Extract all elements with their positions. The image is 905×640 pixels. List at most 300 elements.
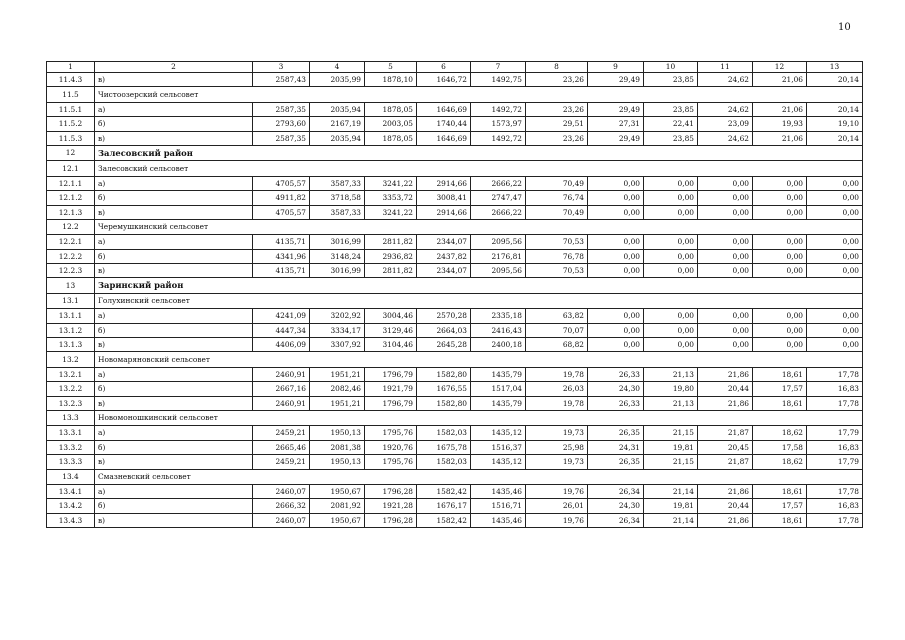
value-cell: 20,14 <box>807 102 863 116</box>
value-cell: 3008,41 <box>417 191 471 205</box>
value-cell: 19,93 <box>753 117 807 131</box>
row-number: 12.1.1 <box>47 176 95 190</box>
row-number: 11.4.3 <box>47 73 95 87</box>
value-cell: 0,00 <box>753 323 807 337</box>
council-row <box>47 293 863 308</box>
value-cell: 21,15 <box>644 426 698 440</box>
value-cell: 1582,42 <box>417 513 471 527</box>
variant-label: б) <box>95 382 253 396</box>
council-name: Залесовский сельсовет <box>95 161 863 176</box>
row-number: 13.2.1 <box>47 367 95 381</box>
value-cell: 17,78 <box>807 484 863 498</box>
value-cell: 20,45 <box>698 440 753 454</box>
page-number: 10 <box>838 22 851 33</box>
value-cell: 3334,17 <box>310 323 365 337</box>
value-cell: 2666,22 <box>471 205 526 219</box>
value-cell: 23,09 <box>698 117 753 131</box>
value-cell: 17,58 <box>753 440 807 454</box>
value-cell: 0,00 <box>588 338 644 352</box>
value-cell: 19,76 <box>526 513 588 527</box>
value-cell: 4135,71 <box>253 235 310 249</box>
value-cell: 1796,79 <box>365 396 417 410</box>
value-cell: 2667,16 <box>253 382 310 396</box>
value-cell: 2587,43 <box>253 73 310 87</box>
value-cell: 1582,80 <box>417 367 471 381</box>
district-row <box>47 145 863 160</box>
council-row <box>47 352 863 367</box>
value-cell: 24,31 <box>588 440 644 454</box>
variant-label: а) <box>95 484 253 498</box>
value-cell: 21,86 <box>698 484 753 498</box>
section-number: 12 <box>47 145 95 160</box>
table-row <box>47 102 863 116</box>
value-cell: 1950,13 <box>310 426 365 440</box>
value-cell: 1516,37 <box>471 440 526 454</box>
value-cell: 17,79 <box>807 455 863 469</box>
value-cell: 24,30 <box>588 499 644 513</box>
value-cell: 1573,97 <box>471 117 526 131</box>
value-cell: 1950,13 <box>310 455 365 469</box>
value-cell: 0,00 <box>698 235 753 249</box>
section-number: 13 <box>47 278 95 293</box>
value-cell: 4705,57 <box>253 205 310 219</box>
value-cell: 17,57 <box>753 499 807 513</box>
value-cell: 16,83 <box>807 382 863 396</box>
value-cell: 1796,28 <box>365 484 417 498</box>
table-row <box>47 191 863 205</box>
table-body <box>47 62 863 528</box>
value-cell: 20,44 <box>698 382 753 396</box>
value-cell: 0,00 <box>753 249 807 263</box>
value-cell: 17,57 <box>753 382 807 396</box>
value-cell: 23,85 <box>644 102 698 116</box>
value-cell: 18,61 <box>753 513 807 527</box>
row-number: 11.5.3 <box>47 131 95 145</box>
value-cell: 1740,44 <box>417 117 471 131</box>
value-cell: 3307,92 <box>310 338 365 352</box>
value-cell: 1582,80 <box>417 396 471 410</box>
value-cell: 26,35 <box>588 426 644 440</box>
value-cell: 0,00 <box>807 264 863 278</box>
variant-label: в) <box>95 396 253 410</box>
table-row <box>47 249 863 263</box>
value-cell: 1950,67 <box>310 484 365 498</box>
value-cell: 2035,94 <box>310 131 365 145</box>
table-row <box>47 440 863 454</box>
value-cell: 0,00 <box>588 249 644 263</box>
value-cell: 22,41 <box>644 117 698 131</box>
value-cell: 1796,28 <box>365 513 417 527</box>
council-row <box>47 87 863 102</box>
table-row <box>47 513 863 527</box>
value-cell: 3587,33 <box>310 205 365 219</box>
value-cell: 21,06 <box>753 73 807 87</box>
value-cell: 0,00 <box>588 205 644 219</box>
value-cell: 0,00 <box>644 235 698 249</box>
value-cell: 70,53 <box>526 264 588 278</box>
value-cell: 23,85 <box>644 73 698 87</box>
value-cell: 0,00 <box>644 176 698 190</box>
value-cell: 1435,79 <box>471 396 526 410</box>
value-cell: 21,14 <box>644 484 698 498</box>
value-cell: 19,80 <box>644 382 698 396</box>
value-cell: 1878,05 <box>365 102 417 116</box>
value-cell: 21,13 <box>644 396 698 410</box>
value-cell: 2587,35 <box>253 102 310 116</box>
value-cell: 0,00 <box>698 176 753 190</box>
variant-label: в) <box>95 131 253 145</box>
value-cell: 1951,21 <box>310 396 365 410</box>
council-row <box>47 161 863 176</box>
value-cell: 0,00 <box>807 309 863 323</box>
row-number: 13.3.2 <box>47 440 95 454</box>
value-cell: 1795,76 <box>365 455 417 469</box>
value-cell: 17,79 <box>807 426 863 440</box>
table-row <box>47 176 863 190</box>
value-cell: 2645,28 <box>417 338 471 352</box>
table-row <box>47 309 863 323</box>
variant-label: а) <box>95 176 253 190</box>
value-cell: 2936,82 <box>365 249 417 263</box>
value-cell: 1492,72 <box>471 131 526 145</box>
value-cell: 26,03 <box>526 382 588 396</box>
value-cell: 2914,66 <box>417 176 471 190</box>
value-cell: 2335,18 <box>471 309 526 323</box>
value-cell: 0,00 <box>644 323 698 337</box>
value-cell: 4241,09 <box>253 309 310 323</box>
value-cell: 2666,22 <box>471 176 526 190</box>
table-row <box>47 338 863 352</box>
column-number: 5 <box>365 62 417 73</box>
council-name: Черемушкинский сельсовет <box>95 219 863 234</box>
value-cell: 21,86 <box>698 396 753 410</box>
value-cell: 3718,58 <box>310 191 365 205</box>
council-row <box>47 219 863 234</box>
row-number: 13.2.3 <box>47 396 95 410</box>
value-cell: 1878,05 <box>365 131 417 145</box>
value-cell: 19,81 <box>644 440 698 454</box>
value-cell: 17,78 <box>807 513 863 527</box>
data-table <box>46 61 863 528</box>
variant-label: в) <box>95 73 253 87</box>
value-cell: 21,14 <box>644 513 698 527</box>
table-row <box>47 131 863 145</box>
value-cell: 0,00 <box>698 323 753 337</box>
value-cell: 3129,46 <box>365 323 417 337</box>
variant-label: б) <box>95 499 253 513</box>
row-number: 13.3.3 <box>47 455 95 469</box>
value-cell: 2587,35 <box>253 131 310 145</box>
table-row <box>47 426 863 440</box>
value-cell: 0,00 <box>588 191 644 205</box>
value-cell: 2035,99 <box>310 73 365 87</box>
column-number: 6 <box>417 62 471 73</box>
value-cell: 1796,79 <box>365 367 417 381</box>
value-cell: 63,82 <box>526 309 588 323</box>
council-row <box>47 410 863 425</box>
value-cell: 23,26 <box>526 131 588 145</box>
value-cell: 2095,56 <box>471 235 526 249</box>
table-row <box>47 235 863 249</box>
value-cell: 2665,46 <box>253 440 310 454</box>
value-cell: 1646,69 <box>417 102 471 116</box>
value-cell: 1921,79 <box>365 382 417 396</box>
row-number: 12.2.2 <box>47 249 95 263</box>
table-row <box>47 323 863 337</box>
value-cell: 3016,99 <box>310 235 365 249</box>
value-cell: 1582,03 <box>417 426 471 440</box>
table-row <box>47 205 863 219</box>
row-number: 12.1.2 <box>47 191 95 205</box>
value-cell: 1646,69 <box>417 131 471 145</box>
column-number: 4 <box>310 62 365 73</box>
value-cell: 2400,18 <box>471 338 526 352</box>
value-cell: 25,98 <box>526 440 588 454</box>
variant-label: б) <box>95 117 253 131</box>
value-cell: 70,53 <box>526 235 588 249</box>
variant-label: а) <box>95 367 253 381</box>
value-cell: 0,00 <box>698 338 753 352</box>
value-cell: 2003,05 <box>365 117 417 131</box>
value-cell: 70,49 <box>526 205 588 219</box>
value-cell: 1921,28 <box>365 499 417 513</box>
value-cell: 0,00 <box>753 309 807 323</box>
value-cell: 3587,33 <box>310 176 365 190</box>
column-number-row <box>47 62 863 73</box>
value-cell: 29,49 <box>588 131 644 145</box>
value-cell: 1878,10 <box>365 73 417 87</box>
value-cell: 2460,91 <box>253 367 310 381</box>
value-cell: 2344,07 <box>417 264 471 278</box>
value-cell: 21,86 <box>698 513 753 527</box>
value-cell: 1435,12 <box>471 426 526 440</box>
value-cell: 19,76 <box>526 484 588 498</box>
value-cell: 24,62 <box>698 102 753 116</box>
row-number: 13.1.1 <box>47 309 95 323</box>
council-name: Новомоношкинский сельсовет <box>95 410 863 425</box>
value-cell: 0,00 <box>807 205 863 219</box>
row-number: 11.5.2 <box>47 117 95 131</box>
value-cell: 2081,92 <box>310 499 365 513</box>
value-cell: 21,15 <box>644 455 698 469</box>
value-cell: 2082,46 <box>310 382 365 396</box>
value-cell: 19,81 <box>644 499 698 513</box>
value-cell: 16,83 <box>807 499 863 513</box>
table-row <box>47 367 863 381</box>
value-cell: 17,78 <box>807 396 863 410</box>
column-number: 10 <box>644 62 698 73</box>
value-cell: 1435,12 <box>471 455 526 469</box>
column-number: 13 <box>807 62 863 73</box>
value-cell: 18,62 <box>753 426 807 440</box>
value-cell: 2167,19 <box>310 117 365 131</box>
value-cell: 2460,91 <box>253 396 310 410</box>
column-number: 12 <box>753 62 807 73</box>
section-number: 13.1 <box>47 293 95 308</box>
value-cell: 0,00 <box>588 323 644 337</box>
variant-label: б) <box>95 440 253 454</box>
section-number: 13.2 <box>47 352 95 367</box>
value-cell: 29,49 <box>588 102 644 116</box>
value-cell: 0,00 <box>698 205 753 219</box>
value-cell: 26,34 <box>588 513 644 527</box>
value-cell: 19,78 <box>526 396 588 410</box>
value-cell: 3241,22 <box>365 205 417 219</box>
value-cell: 29,49 <box>588 73 644 87</box>
value-cell: 20,14 <box>807 131 863 145</box>
value-cell: 4705,57 <box>253 176 310 190</box>
value-cell: 24,30 <box>588 382 644 396</box>
value-cell: 1795,76 <box>365 426 417 440</box>
value-cell: 16,83 <box>807 440 863 454</box>
value-cell: 0,00 <box>753 205 807 219</box>
value-cell: 1582,42 <box>417 484 471 498</box>
value-cell: 21,86 <box>698 367 753 381</box>
value-cell: 0,00 <box>644 249 698 263</box>
variant-label: в) <box>95 455 253 469</box>
row-number: 13.1.3 <box>47 338 95 352</box>
value-cell: 4406,09 <box>253 338 310 352</box>
column-number: 1 <box>47 62 95 73</box>
value-cell: 0,00 <box>588 264 644 278</box>
value-cell: 19,73 <box>526 455 588 469</box>
variant-label: в) <box>95 205 253 219</box>
table-row <box>47 455 863 469</box>
value-cell: 2095,56 <box>471 264 526 278</box>
value-cell: 1435,46 <box>471 484 526 498</box>
value-cell: 2459,21 <box>253 455 310 469</box>
value-cell: 1492,75 <box>471 73 526 87</box>
value-cell: 1435,46 <box>471 513 526 527</box>
value-cell: 24,62 <box>698 73 753 87</box>
value-cell: 0,00 <box>644 191 698 205</box>
value-cell: 26,35 <box>588 455 644 469</box>
value-cell: 2570,28 <box>417 309 471 323</box>
variant-label: б) <box>95 323 253 337</box>
table-row <box>47 73 863 87</box>
variant-label: а) <box>95 309 253 323</box>
value-cell: 1582,03 <box>417 455 471 469</box>
value-cell: 3104,46 <box>365 338 417 352</box>
value-cell: 1517,04 <box>471 382 526 396</box>
value-cell: 2914,66 <box>417 205 471 219</box>
value-cell: 1951,21 <box>310 367 365 381</box>
value-cell: 21,13 <box>644 367 698 381</box>
value-cell: 1435,79 <box>471 367 526 381</box>
district-name: Залесовский район <box>95 145 863 160</box>
row-number: 13.1.2 <box>47 323 95 337</box>
variant-label: а) <box>95 235 253 249</box>
row-number: 13.4.2 <box>47 499 95 513</box>
value-cell: 27,31 <box>588 117 644 131</box>
value-cell: 2747,47 <box>471 191 526 205</box>
table-row <box>47 499 863 513</box>
value-cell: 18,61 <box>753 484 807 498</box>
row-number: 13.4.3 <box>47 513 95 527</box>
row-number: 13.2.2 <box>47 382 95 396</box>
value-cell: 0,00 <box>588 235 644 249</box>
value-cell: 2416,43 <box>471 323 526 337</box>
value-cell: 0,00 <box>807 191 863 205</box>
value-cell: 0,00 <box>807 323 863 337</box>
value-cell: 3202,92 <box>310 309 365 323</box>
value-cell: 0,00 <box>753 191 807 205</box>
value-cell: 18,61 <box>753 396 807 410</box>
value-cell: 26,33 <box>588 396 644 410</box>
value-cell: 0,00 <box>753 235 807 249</box>
value-cell: 1492,72 <box>471 102 526 116</box>
value-cell: 0,00 <box>753 264 807 278</box>
council-name: Голухинский сельсовет <box>95 293 863 308</box>
row-number: 11.5.1 <box>47 102 95 116</box>
value-cell: 0,00 <box>644 338 698 352</box>
variant-label: в) <box>95 513 253 527</box>
value-cell: 3016,99 <box>310 264 365 278</box>
table-row <box>47 382 863 396</box>
value-cell: 2459,21 <box>253 426 310 440</box>
variant-label: а) <box>95 102 253 116</box>
value-cell: 3241,22 <box>365 176 417 190</box>
value-cell: 2811,82 <box>365 264 417 278</box>
value-cell: 21,06 <box>753 131 807 145</box>
value-cell: 18,61 <box>753 367 807 381</box>
council-name: Чистоозерский сельсовет <box>95 87 863 102</box>
column-number: 11 <box>698 62 753 73</box>
value-cell: 1676,55 <box>417 382 471 396</box>
district-name: Заринский район <box>95 278 863 293</box>
value-cell: 2811,82 <box>365 235 417 249</box>
row-number: 12.2.1 <box>47 235 95 249</box>
table-row <box>47 117 863 131</box>
value-cell: 3004,46 <box>365 309 417 323</box>
value-cell: 1676,17 <box>417 499 471 513</box>
value-cell: 0,00 <box>698 191 753 205</box>
value-cell: 0,00 <box>698 309 753 323</box>
row-number: 12.1.3 <box>47 205 95 219</box>
value-cell: 26,33 <box>588 367 644 381</box>
value-cell: 26,34 <box>588 484 644 498</box>
value-cell: 19,78 <box>526 367 588 381</box>
value-cell: 0,00 <box>588 176 644 190</box>
council-row <box>47 469 863 484</box>
value-cell: 76,78 <box>526 249 588 263</box>
value-cell: 0,00 <box>753 338 807 352</box>
value-cell: 0,00 <box>807 338 863 352</box>
value-cell: 70,07 <box>526 323 588 337</box>
column-number: 2 <box>95 62 253 73</box>
value-cell: 23,26 <box>526 73 588 87</box>
value-cell: 0,00 <box>644 264 698 278</box>
value-cell: 0,00 <box>698 264 753 278</box>
value-cell: 0,00 <box>588 309 644 323</box>
value-cell: 4447,34 <box>253 323 310 337</box>
value-cell: 4135,71 <box>253 264 310 278</box>
column-number: 9 <box>588 62 644 73</box>
value-cell: 26,01 <box>526 499 588 513</box>
row-number: 12.2.3 <box>47 264 95 278</box>
value-cell: 68,82 <box>526 338 588 352</box>
value-cell: 2666,32 <box>253 499 310 513</box>
value-cell: 3148,24 <box>310 249 365 263</box>
value-cell: 0,00 <box>698 249 753 263</box>
variant-label: в) <box>95 338 253 352</box>
value-cell: 2081,38 <box>310 440 365 454</box>
column-number: 7 <box>471 62 526 73</box>
value-cell: 1516,71 <box>471 499 526 513</box>
column-number: 8 <box>526 62 588 73</box>
section-number: 12.1 <box>47 161 95 176</box>
section-number: 11.5 <box>47 87 95 102</box>
